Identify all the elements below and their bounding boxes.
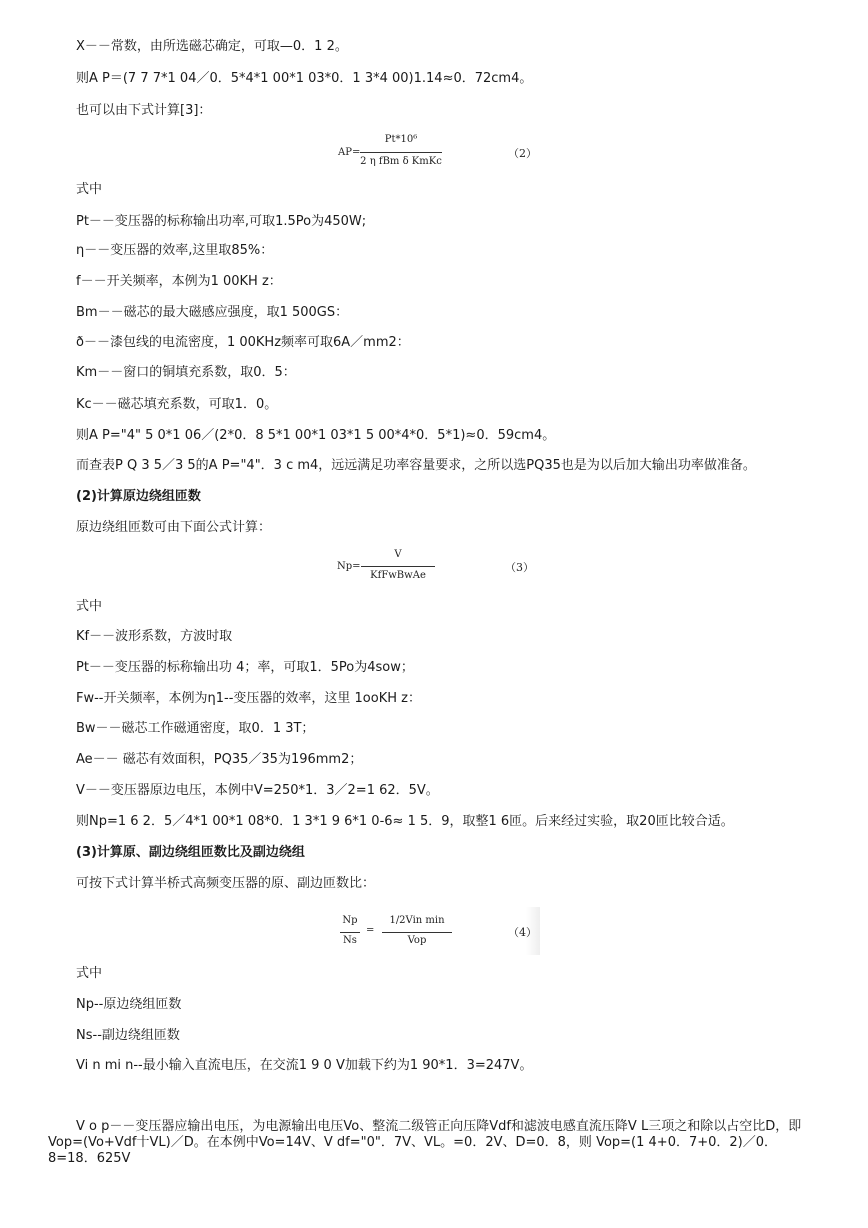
text-line-where: 式中 (76, 182, 103, 197)
text-line-kf-def: Kf－－波形系数，方波时取 (76, 629, 233, 644)
text-line-f-def: f－－开关频率，本例为1 00KH z： (76, 274, 282, 289)
text-line-np-calc: 则Np=1 6 2．5／4*1 00*1 08*0．1 3*1 9 6*1 0-6≈ 1 5．9，取整1 6匝。后来经过实验，取20匝比较合适。 (76, 814, 734, 829)
text-line-pt-def: Pt－－变压器的标称输出功率,可取1.5Po为450W; (76, 214, 367, 229)
text-line-eta-def: η－－变压器的效率,这里取85%： (76, 243, 274, 258)
formula-2-fraction-bar (360, 152, 442, 153)
text-line-ap-calc: 则A P="4" 5 0*1 06／(2*0．8 5*1 00*1 03*1 5 00*4*0．5*1)≈0．59cm4。 (76, 428, 556, 443)
text-line-fw-def: Fw--开关频率，本例为η1--变压器的效率，这里 1ooKH z： (76, 691, 421, 706)
formula-3-fraction-bar (361, 566, 435, 567)
formula-2 (338, 134, 538, 174)
text-line-kc-def: Kc－－磁芯填充系数，可取1．0。 (76, 397, 278, 412)
formula-4-lhs-bar (340, 932, 360, 933)
text-line-vinmin-def: Vi n mi n--最小输入直流电压，在交流1 9 0 V加载下约为1 90*1．3=247V。 (76, 1058, 533, 1073)
text-line-where-2: 式中 (76, 599, 103, 614)
text-line-ae-def: Ae－－ 磁芯有效面积，PQ35／35为196mm2； (76, 752, 363, 767)
formula-4-equals: = (366, 925, 375, 936)
text-line-bm-def: Bm－－磁芯的最大磁感应强度，取1 500GS： (76, 305, 349, 320)
formula-4-lhs-numerator: Np (342, 915, 358, 926)
text-line-where-3: 式中 (76, 966, 103, 981)
formula-4 (340, 907, 540, 955)
formula-3-number: （3） (505, 561, 534, 574)
text-line-alt-calc: 也可以由下式计算[3]： (76, 103, 212, 118)
paragraph-vop-def: V o p－－变压器应输出电压，为电源输出电压Vo、整流二级管正向压降Vdf和滤波电感直流压降V L三项之和除以占空比D，即Vop=(Vo+Vdf十VL)／D。在本例中Vo=14V、V df="0"．7V、VL。=0．2V、D=0．8，则 Vop=(1 4+0．7+0．2)／0．8=18．625V (48, 1119, 802, 1166)
text-line-np-def: Np--原边绕组匝数 (76, 997, 182, 1012)
text-line-ratio-intro: 可按下式计算半桥式高频变压器的原、副边匝数比： (76, 876, 376, 891)
text-line-pt-def-2: Pt－－变压器的标称输出功 4；率，可取1．5Po为4sow； (76, 660, 414, 675)
text-line-bw-def: Bw－－磁芯工作磁通密度，取0．1 3T； (76, 721, 315, 736)
text-line-pq35-lookup: 而查表P Q 3 5／3 5的A P="4"．3 c m4，远远满足功率容量要求，之所以选PQ35也是为以后加大输出功率做准备。 (76, 458, 756, 473)
formula-4-number: （4） (508, 926, 537, 939)
text-line-km-def: Km－－窗口的铜填充系数，取0．5： (76, 365, 296, 380)
text-line-ns-def: Ns--副边绕组匝数 (76, 1028, 180, 1043)
formula-2-lhs: AP= (338, 147, 361, 158)
section-heading-turns-ratio: (3)计算原、副边绕组匝数比及副边绕组 (76, 845, 305, 860)
formula-3-numerator: V (394, 549, 402, 560)
text-line-primary-intro: 原边绕组匝数可由下面公式计算： (76, 520, 272, 535)
formula-4-denominator: Vop (407, 935, 427, 946)
section-heading-primary-turns: (2)计算原边绕组匝数 (76, 489, 201, 504)
text-line-delta-def: ð－－漆包线的电流密度，1 00KHz频率可取6A／mm2： (76, 335, 410, 350)
formula-4-fraction-bar (382, 932, 452, 933)
text-line-v-def: V－－变压器原边电压，本例中V=250*1．3／2=1 62．5V。 (76, 783, 439, 798)
formula-2-denominator: 2 η fBm δ KmKc (360, 156, 442, 167)
formula-2-number: （2） (508, 147, 537, 160)
formula-3-lhs: Np= (337, 561, 361, 572)
formula-4-lhs-denominator: Ns (343, 935, 357, 946)
formula-2-numerator: Pt*10⁶ (384, 134, 418, 145)
formula-3 (337, 549, 537, 587)
text-line-ap-result: 则A P＝(7 7 7*1 04／0．5*4*1 00*1 03*0．1 3*4 00)1.14≈0．72cm4。 (76, 71, 533, 86)
formula-4-numerator: 1/2Vin min (389, 915, 445, 926)
text-line-x-constant: X－－常数，由所选磁芯确定，可取—0．1 2。 (76, 39, 348, 54)
formula-3-denominator: KfFwBwAe (370, 570, 426, 581)
